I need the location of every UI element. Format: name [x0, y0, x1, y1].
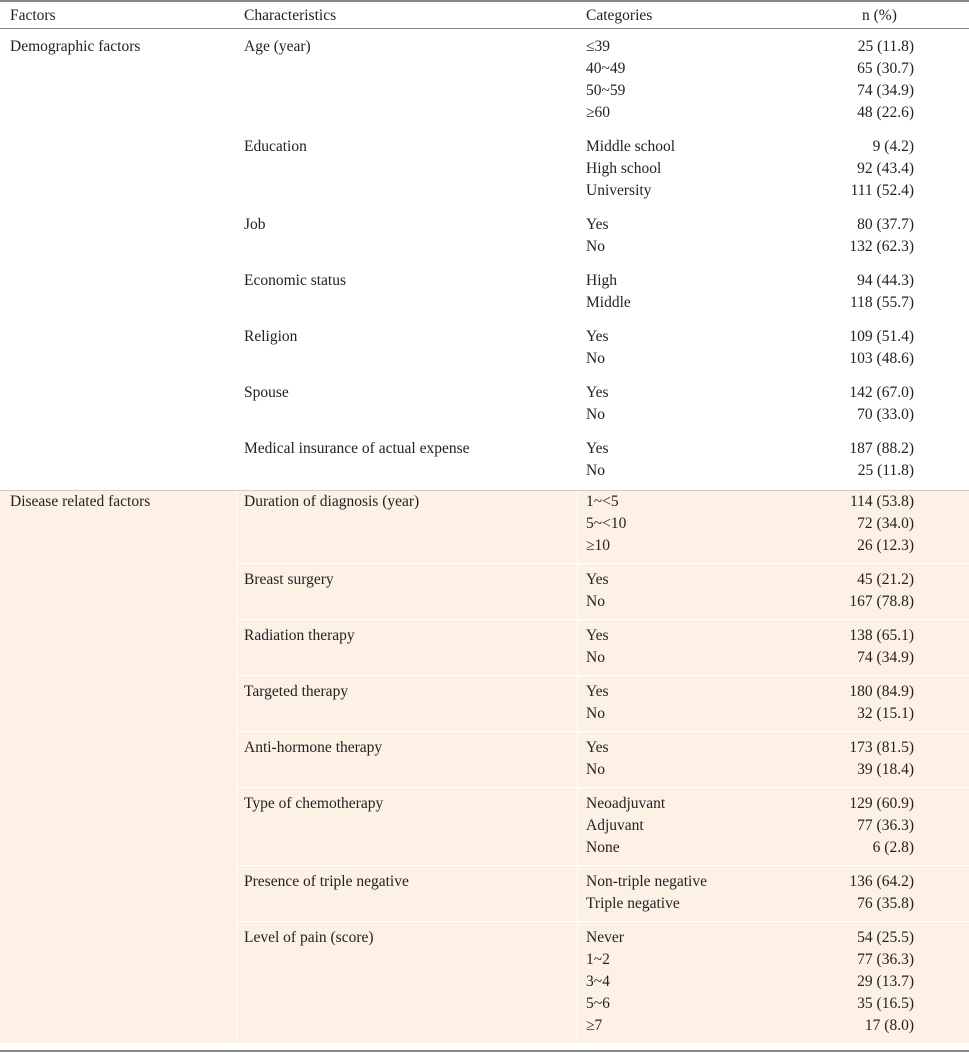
- table-row: [0, 214, 969, 236]
- row-separator: [236, 675, 969, 676]
- section-disease-related: [0, 490, 969, 1043]
- category-cell: ≥7: [586, 1017, 603, 1034]
- count-percent-cell: 167 (78.8): [849, 593, 914, 610]
- category-cell: 1~<5: [586, 493, 619, 510]
- characteristic-label: Medical insurance of actual expense: [244, 440, 470, 457]
- category-cell: No: [586, 593, 605, 610]
- table-row: [0, 382, 969, 404]
- characteristic-label: Economic status: [244, 272, 347, 289]
- table-row: [0, 236, 969, 258]
- count-percent-cell: 25 (11.8): [857, 38, 914, 55]
- count-percent-cell: 72 (34.0): [857, 515, 914, 532]
- category-cell: Yes: [586, 384, 609, 401]
- count-percent-cell: 17 (8.0): [864, 1017, 914, 1034]
- category-cell: No: [586, 350, 605, 367]
- count-percent-cell: 9 (4.2): [872, 138, 914, 155]
- count-percent-cell: 132 (62.3): [849, 238, 914, 255]
- count-percent-cell: 92 (43.4): [857, 160, 914, 177]
- count-percent-cell: 129 (60.9): [849, 795, 914, 812]
- category-cell: 40~49: [586, 60, 626, 77]
- header-categories: Categories: [586, 7, 653, 24]
- table-row: [0, 927, 969, 949]
- category-cell: Neoadjuvant: [586, 795, 666, 812]
- count-percent-cell: 118 (55.7): [850, 294, 914, 311]
- count-percent-cell: 29 (13.7): [857, 973, 914, 990]
- table-row: [0, 737, 969, 759]
- category-cell: Yes: [586, 683, 609, 700]
- table-row: [0, 993, 969, 1015]
- characteristic-label: Duration of diagnosis (year): [244, 493, 420, 510]
- characteristic-label: Age (year): [244, 38, 311, 55]
- count-percent-cell: 6 (2.8): [872, 839, 914, 856]
- category-cell: High school: [586, 160, 662, 177]
- count-percent-cell: 32 (15.1): [857, 705, 914, 722]
- category-cell: No: [586, 238, 605, 255]
- count-percent-cell: 187 (88.2): [849, 440, 914, 457]
- count-percent-cell: 39 (18.4): [857, 761, 914, 778]
- category-cell: No: [586, 649, 605, 666]
- table-row: [0, 569, 969, 591]
- characteristic-label: Religion: [244, 328, 298, 345]
- category-cell: ≥10: [586, 537, 611, 554]
- category-cell: No: [586, 462, 605, 479]
- count-percent-cell: 74 (34.9): [857, 82, 914, 99]
- count-percent-cell: 48 (22.6): [857, 104, 914, 121]
- table-row: [0, 36, 969, 58]
- category-cell: Non-triple negative: [586, 873, 707, 890]
- category-cell: 5~<10: [586, 515, 627, 532]
- count-percent-cell: 74 (34.9): [857, 649, 914, 666]
- row-separator: [236, 563, 969, 564]
- table-row: [0, 703, 969, 725]
- characteristic-label: Radiation therapy: [244, 627, 355, 644]
- table-row: [0, 102, 969, 124]
- table-row: [0, 460, 969, 482]
- table-row: [0, 58, 969, 80]
- characteristic-label: Job: [244, 216, 266, 233]
- table-row: [0, 158, 969, 180]
- count-percent-cell: 111 (52.4): [850, 182, 914, 199]
- table-row: [0, 491, 969, 513]
- count-percent-cell: 180 (84.9): [849, 683, 914, 700]
- characteristic-label: Education: [244, 138, 307, 155]
- table-row: [0, 759, 969, 781]
- table-row: [0, 292, 969, 314]
- table-row: [0, 647, 969, 669]
- category-cell: Yes: [586, 571, 609, 588]
- table-row: [0, 404, 969, 426]
- table-row: [0, 949, 969, 971]
- section-label: Demographic factors: [10, 38, 141, 55]
- header-n-percent: n (%): [862, 7, 897, 24]
- category-cell: No: [586, 406, 605, 423]
- category-cell: ≤39: [586, 38, 611, 55]
- category-cell: ≥60: [586, 104, 611, 121]
- category-cell: Yes: [586, 328, 609, 345]
- count-percent-cell: 70 (33.0): [857, 406, 914, 423]
- category-cell: Never: [586, 929, 624, 946]
- category-cell: No: [586, 705, 605, 722]
- row-separator: [236, 731, 969, 732]
- table-row: [0, 871, 969, 893]
- section-divider: [0, 490, 969, 491]
- section-label: Disease related factors: [10, 493, 151, 510]
- count-percent-cell: 94 (44.3): [857, 272, 914, 289]
- table-row: [0, 326, 969, 348]
- table-row: [0, 893, 969, 915]
- category-cell: Triple negative: [586, 895, 680, 912]
- category-cell: 1~2: [586, 951, 610, 968]
- table-row: [0, 513, 969, 535]
- category-cell: Yes: [586, 440, 609, 457]
- table-row: [0, 180, 969, 202]
- table-row: [0, 591, 969, 613]
- characteristic-label: Breast surgery: [244, 571, 334, 588]
- table-row: [0, 837, 969, 859]
- count-percent-cell: 77 (36.3): [857, 951, 914, 968]
- table-row: [0, 815, 969, 837]
- count-percent-cell: 25 (11.8): [857, 462, 914, 479]
- count-percent-cell: 26 (12.3): [857, 537, 914, 554]
- count-percent-cell: 138 (65.1): [849, 627, 914, 644]
- row-separator: [236, 619, 969, 620]
- count-percent-cell: 65 (30.7): [857, 60, 914, 77]
- row-separator: [236, 921, 969, 922]
- characteristic-label: Type of chemotherapy: [244, 795, 384, 812]
- count-percent-cell: 45 (21.2): [857, 571, 914, 588]
- count-percent-cell: 76 (35.8): [857, 895, 914, 912]
- count-percent-cell: 109 (51.4): [849, 328, 914, 345]
- characteristic-label: Level of pain (score): [244, 929, 374, 946]
- table-row: [0, 1015, 969, 1037]
- category-cell: No: [586, 761, 605, 778]
- header-characteristics: Characteristics: [244, 7, 337, 24]
- table-row: [0, 535, 969, 557]
- table-row: [0, 348, 969, 370]
- count-percent-cell: 142 (67.0): [849, 384, 914, 401]
- table-row: [0, 971, 969, 993]
- count-percent-cell: 80 (37.7): [857, 216, 914, 233]
- table-bottom-rule: [0, 1050, 969, 1052]
- count-percent-cell: 103 (48.6): [849, 350, 914, 367]
- category-cell: None: [586, 839, 620, 856]
- table-row: [0, 625, 969, 647]
- table-row: [0, 80, 969, 102]
- category-cell: High: [586, 272, 617, 289]
- category-cell: 3~4: [586, 973, 610, 990]
- category-cell: Adjuvant: [586, 817, 644, 834]
- count-percent-cell: 136 (64.2): [849, 873, 914, 890]
- category-cell: Yes: [586, 627, 609, 644]
- table-row: [0, 793, 969, 815]
- category-cell: Yes: [586, 216, 609, 233]
- count-percent-cell: 114 (53.8): [850, 493, 914, 510]
- count-percent-cell: 173 (81.5): [849, 739, 914, 756]
- characteristic-label: Targeted therapy: [244, 683, 349, 700]
- category-cell: University: [586, 182, 652, 199]
- characteristic-label: Spouse: [244, 384, 289, 401]
- table-row: [0, 270, 969, 292]
- header-factors: Factors: [10, 7, 56, 24]
- category-cell: Middle: [586, 294, 631, 311]
- count-percent-cell: 77 (36.3): [857, 817, 914, 834]
- table-row: [0, 438, 969, 460]
- row-separator: [236, 787, 969, 788]
- section-demographic: [0, 36, 969, 490]
- count-percent-cell: 35 (16.5): [857, 995, 914, 1012]
- characteristic-label: Presence of triple negative: [244, 873, 409, 890]
- category-cell: 50~59: [586, 82, 626, 99]
- table-header: [0, 0, 969, 29]
- row-separator: [236, 865, 969, 866]
- count-percent-cell: 54 (25.5): [857, 929, 914, 946]
- category-cell: 5~6: [586, 995, 610, 1012]
- category-cell: Middle school: [586, 138, 676, 155]
- table-row: [0, 136, 969, 158]
- table-row: [0, 681, 969, 703]
- category-cell: Yes: [586, 739, 609, 756]
- characteristic-label: Anti-hormone therapy: [244, 739, 383, 756]
